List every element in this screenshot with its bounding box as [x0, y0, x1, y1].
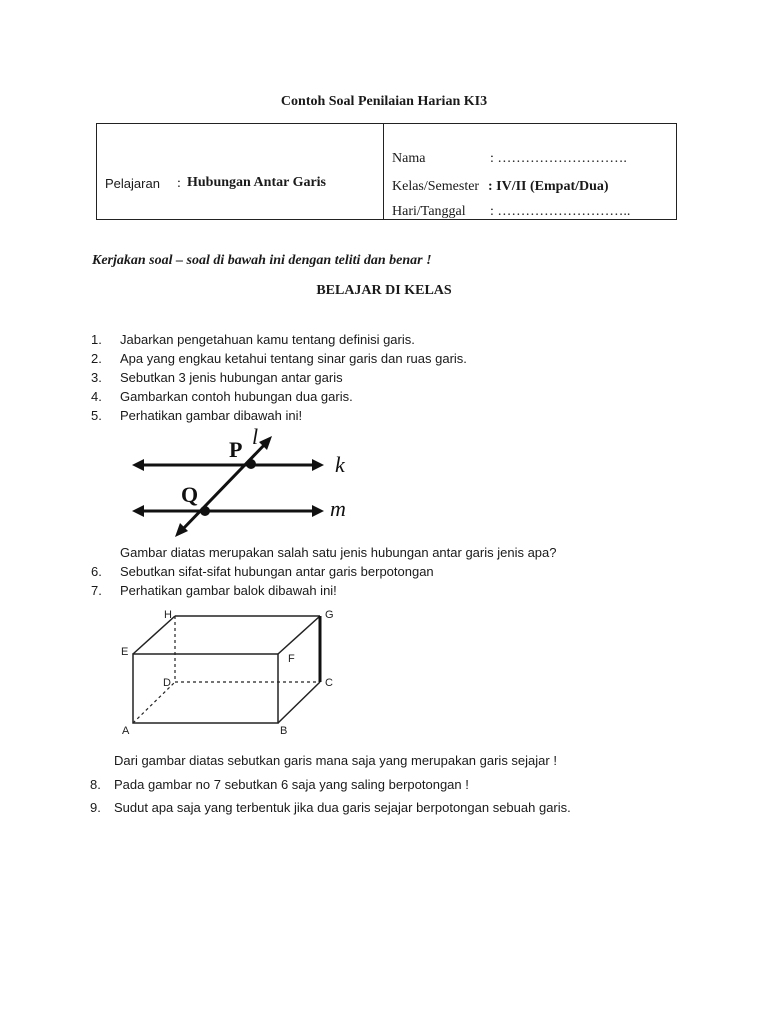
edge-fg: [278, 616, 320, 654]
vertex-d: D: [163, 677, 171, 689]
section-title: BELAJAR DI KELAS: [316, 283, 452, 298]
label-k: k: [335, 452, 345, 477]
question-text: Perhatikan gambar balok dibawah ini!: [120, 583, 337, 598]
question-text: Sebutkan 3 jenis hubungan antar garis: [120, 370, 343, 385]
question-text: Sudut apa saja yang terbentuk jika dua garis sejajar berpotongan sebuah garis.: [114, 800, 571, 815]
label-m: m: [330, 496, 346, 521]
question-number: 1.: [91, 332, 102, 347]
question-text: Gambarkan contoh hubungan dua garis.: [120, 389, 353, 404]
instruction: Kerjakan soal – soal di bawah ini dengan teliti dan benar !: [92, 253, 432, 268]
vertex-g: G: [325, 609, 334, 621]
question-text: Pada gambar no 7 sebutkan 6 saja yang saling berpotongan !: [114, 777, 469, 792]
question-number: 2.: [91, 351, 102, 366]
question-number: 7.: [91, 583, 102, 598]
question-number: 6.: [91, 564, 102, 579]
header-box: [96, 123, 677, 220]
arrow-m-left: [132, 505, 144, 517]
question-text: Jabarkan pengetahuan kamu tentang definisi garis.: [120, 332, 415, 347]
class-value: : IV/II (Empat/Dua): [488, 179, 609, 194]
subject-separator: :: [177, 176, 181, 191]
question-text: Perhatikan gambar dibawah ini!: [120, 408, 303, 423]
front-face: [133, 654, 278, 723]
arrow-m-right: [312, 505, 324, 517]
question-number: 8.: [90, 777, 101, 792]
point-p: [246, 459, 256, 469]
vertex-f: F: [288, 653, 295, 665]
subject-label: Pelajaran: [105, 176, 160, 191]
question-number: 3.: [91, 370, 102, 385]
vertex-a: A: [122, 725, 130, 737]
label-q: Q: [181, 482, 199, 507]
question-text: Sebutkan sifat-sifat hubungan antar garis berpotongan: [120, 564, 434, 579]
class-label: Kelas/Semester: [392, 179, 480, 194]
arrow-k-right: [312, 459, 324, 471]
question-7-followup: Dari gambar diatas sebutkan garis mana saja yang merupakan garis sejajar !: [114, 753, 557, 768]
edge-bc: [278, 682, 320, 723]
date-value: : ………………………..: [490, 204, 631, 219]
subject-value: Hubungan Antar Garis: [187, 175, 327, 190]
label-l: l: [252, 424, 259, 449]
date-label: Hari/Tanggal: [392, 204, 466, 219]
figure-box: [112, 602, 348, 740]
question-number: 5.: [91, 408, 102, 423]
figure-lines: [128, 424, 360, 542]
question-number: 4.: [91, 389, 102, 404]
label-p: P: [229, 437, 243, 462]
header-divider: [383, 124, 384, 219]
edge-eh: [133, 616, 175, 654]
vertex-h: H: [164, 609, 172, 621]
question-number: 9.: [90, 800, 101, 815]
vertex-b: B: [280, 725, 288, 737]
page-title: Contoh Soal Penilaian Harian KI3: [280, 94, 488, 109]
question-5-followup: Gambar diatas merupakan salah satu jenis hubungan antar garis jenis apa?: [120, 545, 557, 560]
point-q: [200, 506, 210, 516]
question-text: Apa yang engkau ketahui tentang sinar garis dan ruas garis.: [120, 351, 467, 366]
name-label: Nama: [392, 151, 426, 166]
vertex-c: C: [325, 677, 333, 689]
vertex-e: E: [121, 646, 129, 658]
arrow-k-left: [132, 459, 144, 471]
name-value: : ……………………….: [490, 151, 627, 166]
